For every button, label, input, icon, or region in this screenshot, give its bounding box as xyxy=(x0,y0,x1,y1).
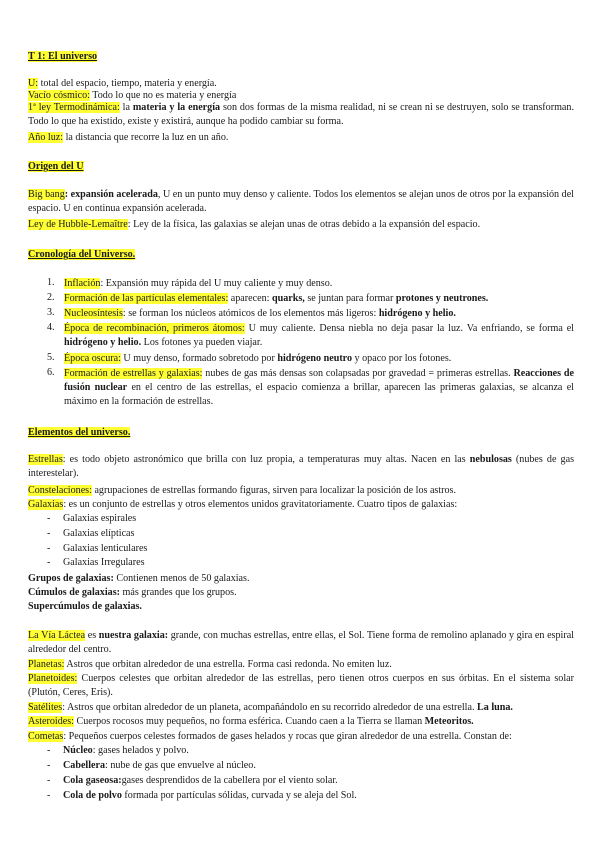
list-item: Nucleosíntesis: se forman los núcleos atómicos de los elementos más ligeros: hidrógeno y helio. xyxy=(64,308,456,319)
list-number: 1. xyxy=(47,277,55,288)
bullet-dash: - xyxy=(47,775,51,786)
list-item: Galaxias espirales xyxy=(63,513,137,524)
bullet-dash: - xyxy=(47,528,51,539)
list-item: Formación de las partículas elementales: aparecen: quarks, se juntan para formar protones y neutrones. xyxy=(64,293,489,304)
def-vacio: Vacío cósmico: Todo lo que no es materia y energía xyxy=(28,90,237,101)
list-item: Época oscura: U muy denso, formado sobretodo por hidrógeno neutro y opaco por los fotones. xyxy=(64,353,452,364)
def-hubble: Ley de Hubble-Lemaître: Ley de la física, las galaxias se alejan unas de otras debido a la expansión del espacio. xyxy=(28,219,481,230)
def-termodinamica: 1ª ley Termodinámica: la materia y la energía son dos formas de la misma realidad, ni se crean ni se destruyen, solo se transforman. Todo lo que ha existido, existe y existirá, aunque ha podido cambiar su forma. xyxy=(28,102,574,127)
list-number: 4. xyxy=(47,322,55,333)
section-title-universo: T 1: El universo xyxy=(28,51,98,62)
list-item: Formación de estrellas y galaxias: nubes de gas más densas son colapsadas por gravedad = primeras estrellas. Reacciones de fusión nuclear en el centro de las estrellas, el espacio comienza a brillar, aparecen las primeras galaxias, se alcanza el máximo en la formación de estrellas. xyxy=(64,368,574,407)
def-estrellas: Estrellas: es todo objeto astronómico que brilla con luz propia, a temperaturas muy altas. Nacen en las nebulosas (nubes de gas interestelar). xyxy=(28,454,575,479)
list-item: Inflación: Expansión muy rápida del U muy caliente y muy denso. xyxy=(64,278,333,289)
def-cumulos: Cúmulos de galaxias: más grandes que los grupos. xyxy=(28,587,237,598)
def-supercumulos: Supercúmulos de galaxias. xyxy=(28,601,142,612)
section-title-origen: Origen del U xyxy=(28,161,84,172)
section-title-cronologia: Cronología del Universo. xyxy=(28,249,136,260)
def-via-lactea: La Vía Láctea es nuestra galaxia: grande, con muchas estrellas, entre ellas, el Sol. Tiene forma de remolino aplanado y gira en espiral alrededor del centro. xyxy=(28,630,574,655)
def-satelites: Satélites: Astros que orbitan alrededor de un planeta, acompañándolo en su recorrido alrededor de una estrella. La luna. xyxy=(28,702,513,713)
list-item: Núcleo: gases helados y polvo. xyxy=(63,745,189,756)
bullet-dash: - xyxy=(47,760,51,771)
bullet-dash: - xyxy=(47,513,51,524)
def-cometas: Cometas: Pequeños cuerpos celestes formados de gases helados y rocas que giran alrededor de una estrella. Constan de: xyxy=(28,731,512,742)
def-big-bang: Big bang: expansión acelerada, U en un punto muy denso y caliente. Todos los elementos se alejan unos de otros por la expansión del espacio. U en continua expansión acelerada. xyxy=(28,189,574,214)
list-number: 2. xyxy=(47,292,55,303)
def-planetas: Planetas: Astros que orbitan alrededor de una estrella. Forma casi redonda. No emiten luz. xyxy=(28,659,392,670)
list-item: Cola gaseosa:gases desprendidos de la cabellera por el viento solar. xyxy=(63,775,338,786)
def-constelaciones: Constelaciones: agrupaciones de estrellas formando figuras, sirven para localizar la posición de los astros. xyxy=(28,485,457,496)
def-u: U: total del espacio, tiempo, materia y energía. xyxy=(28,78,217,89)
bullet-dash: - xyxy=(47,543,51,554)
def-planetoides: Planetoides: Cuerpos celestes que orbitan alrededor de las estrellas, pero tienen otros cuerpos en sus órbitas. En el sistema solar (Plutón, Ceres, Eris). xyxy=(28,673,574,698)
list-item: Galaxias Irregulares xyxy=(63,557,145,568)
def-galaxias: Galaxias: es un conjunto de estrellas y otros elementos unidos gravitatoriamente. Cuatro tipos de galaxias: xyxy=(28,499,458,510)
list-item: Galaxias lenticulares xyxy=(63,543,148,554)
list-item: Época de recombinación, primeros átomos: U muy caliente. Densa niebla no deja pasar la luz. Va enfriando, se forma el hidrógeno y helio. Los fotones ya pueden viajar. xyxy=(64,323,574,348)
list-number: 6. xyxy=(47,367,55,378)
bullet-dash: - xyxy=(47,790,51,801)
bullet-dash: - xyxy=(47,557,51,568)
section-title-elementos: Elementos del universo. xyxy=(28,427,131,438)
bullet-dash: - xyxy=(47,745,51,756)
list-item: Cola de polvo formada por partículas sólidas, curvada y se aleja del Sol. xyxy=(63,790,357,801)
list-item: Galaxias elípticas xyxy=(63,528,135,539)
list-number: 3. xyxy=(47,307,55,318)
list-number: 5. xyxy=(47,352,55,363)
list-item: Cabellera: nube de gas que envuelve al núcleo. xyxy=(63,760,256,771)
def-asteroides: Asteroides: Cuerpos rocosos muy pequeños, no forma esférica. Cuando caen a la Tierra se llaman Meteoritos. xyxy=(28,716,474,727)
def-grupos: Grupos de galaxias: Contienen menos de 50 galaxias. xyxy=(28,573,250,584)
def-ano-luz: Año luz: la distancia que recorre la luz en un año. xyxy=(28,132,229,143)
